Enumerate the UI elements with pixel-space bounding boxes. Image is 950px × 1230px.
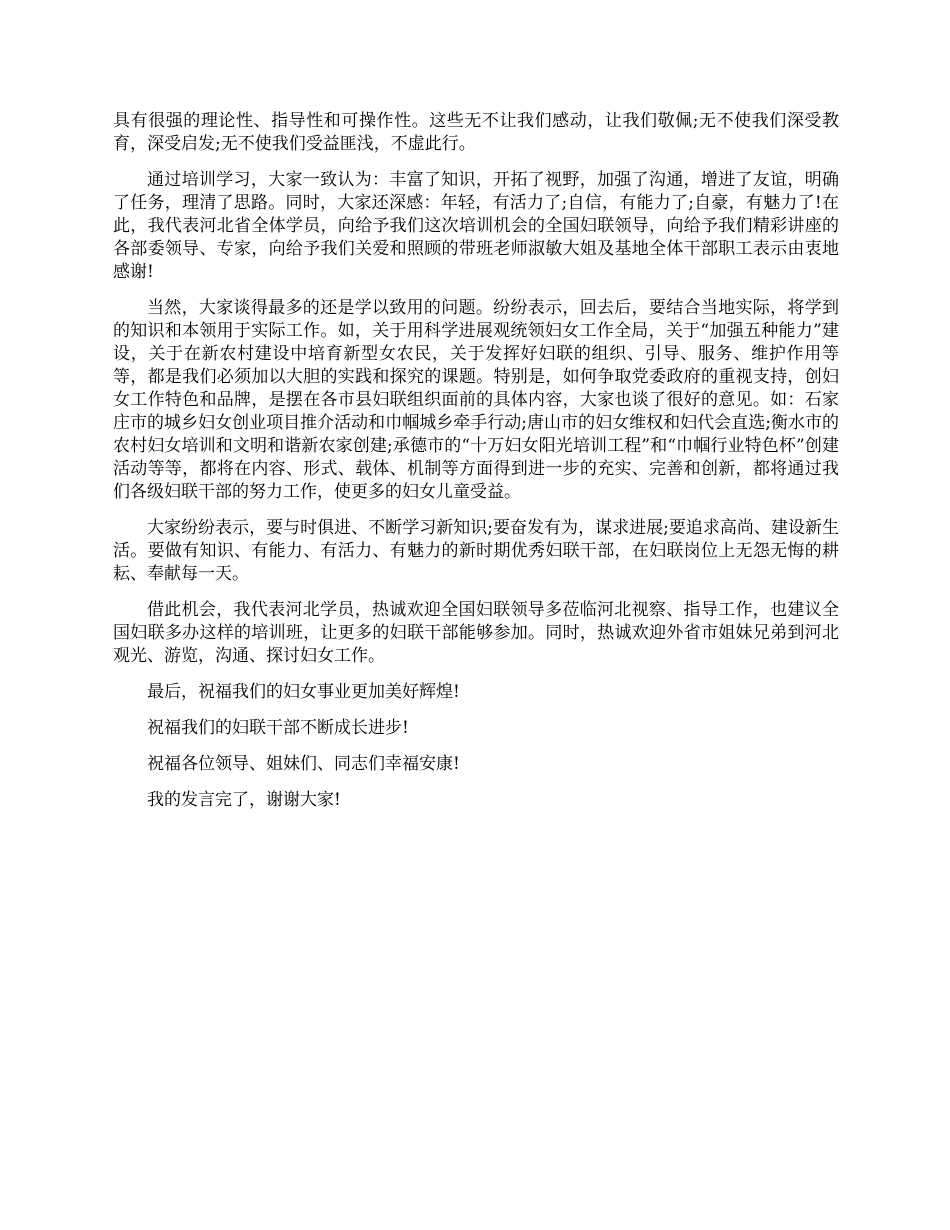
document-body xyxy=(113,110,839,825)
paragraph-invitation: 借此机会，我代表河北学员，热诚欢迎全国妇联领导多莅临河北视察、指导工作，也建议全国妇联多办这样的培训班，让更多的妇联干部能够参加。同时，热诚欢迎外省市姐妹兄弟到河北观光、游览，沟通、探讨妇女工作。 xyxy=(113,600,839,666)
paragraph-apply-learning: 当然，大家谈得最多的还是学以致用的问题。纷纷表示，回去后，要结合当地实际，将学到的知识和本领用于实际工作。如，关于用科学进展观统领妇女工作全局，关于“加强五种能力”建设，关于在新农村建设中培育新型女农民，关于发挥好妇联的组织、引导、服务、维护作用等等，都是我们必须加以大胆的实践和探究的课题。特别是，如何争取党委政府的重视支持，创妇女工作特色和品牌，是摆在各市县妇联组织面前的具体内容，大家也谈了很好的意见。如：石家庄市的城乡妇女创业项目推介活动和巾帼城乡牵手行动;唐山市的妇女维权和妇代会直选;衡水市的农村妇女培训和文明和谐新农家创建;承德市的“十万妇女阳光培训工程”和“巾帼行业特色杯”创建活动等等，都将在内容、形式、载体、机制等方面得到进一步的充实、完善和创新，都将通过我们各级妇联干部的努力工作，使更多的妇女儿童受益。 xyxy=(113,298,839,502)
paragraph-keep-pace: 大家纷纷表示，要与时俱进、不断学习新知识;要奋发有为，谋求进展;要追求高尚、建设新生活。要做有知识、有能力、有活力、有魅力的新时期优秀妇联干部，在妇联岗位上无怨无悔的耕耘、奉献每一天。 xyxy=(113,518,839,584)
paragraph-blessing-all: 祝福各位领导、姐妹们、同志们幸福安康! xyxy=(147,754,460,774)
paragraph-continuation: 具有很强的理论性、指导性和可操作性。这些无不让我们感动，让我们敬佩;无不使我们深受教育，深受启发;无不使我们受益匪浅，不虚此行。 xyxy=(113,111,839,154)
paragraph-blessing-cadres: 祝福我们的妇联干部不断成长进步! xyxy=(147,718,409,738)
paragraph-blessing-cause: 最后，祝福我们的妇女事业更加美好辉煌! xyxy=(147,682,460,702)
paragraph-training-gains: 通过培训学习，大家一致认为：丰富了知识，开拓了视野，加强了沟通，增进了友谊，明确了任务，理清了思路。同时，大家还深感：年轻，有活力了;自信，有能力了;自豪，有魅力了!在此，我代表河北省全体学员，向给予我们这次培训机会的全国妇联领导，向给予我们精彩讲座的各部委领导、专家，向给予我们关爱和照顾的带班老师淑敏大姐及基地全体干部职工表示由衷地感谢! xyxy=(113,170,839,282)
paragraph-closing: 我的发言完了，谢谢大家! xyxy=(147,790,341,810)
